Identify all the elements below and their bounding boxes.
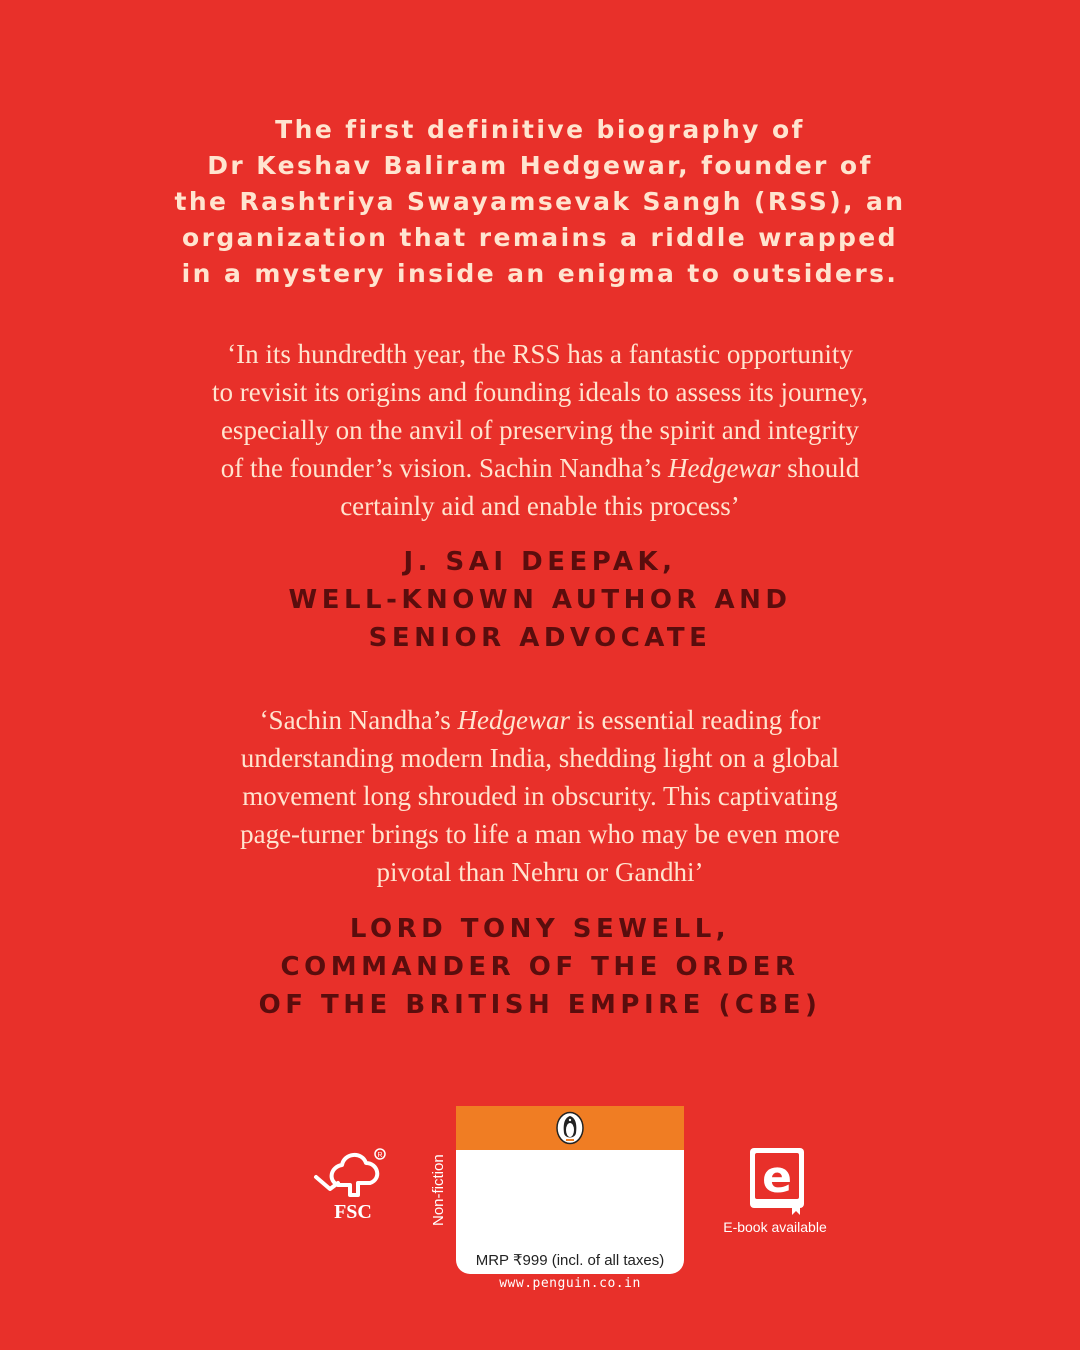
blurb [0, 112, 1080, 292]
attribution-line: LORD TONY SEWELL, [349, 914, 731, 944]
quote-line: to revisit its origins and founding ideals to assess its journey, [212, 377, 868, 407]
endorsement-quote-2 [0, 701, 1080, 891]
quote-line: page-turner brings to life a man who may be even more [240, 819, 840, 849]
penguin-logo-icon [555, 1111, 585, 1145]
ebook-label: E-book available [723, 1219, 827, 1235]
price-band [456, 1106, 684, 1150]
quote-text: should [780, 453, 860, 483]
fsc-tree-icon [308, 1145, 388, 1205]
book-title: Hedgewar [667, 453, 781, 483]
attribution-line: COMMANDER OF THE ORDER [280, 952, 800, 982]
blurb-line: The first definitive biography of [275, 115, 805, 144]
attribution-line: J. SAI DEEPAK, [403, 547, 677, 577]
quote-text: is essential reading for [570, 705, 821, 735]
attribution-line: OF THE BRITISH EMPIRE (CBE) [258, 990, 822, 1020]
svg-text:e: e [762, 1152, 792, 1203]
quote-text: ‘Sachin Nandha’s [259, 705, 458, 735]
blurb-line: organization that remains a riddle wrapped [182, 223, 898, 252]
quote-line: movement long shrouded in obscurity. This captivating [242, 781, 838, 811]
fsc-logo [308, 1145, 388, 1225]
quote-line [0, 449, 1080, 487]
genre-label: Non-fiction [430, 1154, 447, 1226]
quote-line: pivotal than Nehru or Gandhi’ [376, 857, 704, 887]
quote-line [0, 701, 1080, 739]
price-box [456, 1106, 684, 1274]
quote-text: of the founder’s vision. Sachin Nandha’s [220, 453, 668, 483]
mrp-label: MRP ₹999 (incl. of all taxes) [475, 1252, 665, 1269]
attribution-line: SENIOR ADVOCATE [368, 623, 712, 653]
attribution-2 [0, 910, 1080, 1024]
quote-line: understanding modern India, shedding light on a global [240, 743, 840, 773]
blurb-line: Dr Keshav Baliram Hedgewar, founder of [207, 151, 873, 180]
endorsement-quote-1 [0, 335, 1080, 525]
quote-line: ‘In its hundredth year, the RSS has a fantastic opportunity [227, 339, 853, 369]
blurb-line: the Rashtriya Swayamsevak Sangh (RSS), an [174, 187, 906, 216]
website-link[interactable]: www.penguin.co.in [499, 1276, 641, 1291]
quote-line: especially on the anvil of preserving the spirit and integrity [220, 415, 860, 445]
ebook-icon [748, 1146, 806, 1216]
quote-line: certainly aid and enable this process’ [340, 491, 740, 521]
attribution-1 [0, 543, 1080, 657]
svg-text:R: R [377, 1152, 383, 1159]
fsc-label: FSC [334, 1201, 372, 1223]
blurb-line: in a mystery inside an enigma to outsiders. [181, 259, 899, 288]
book-title: Hedgewar [457, 705, 570, 735]
attribution-line: WELL-KNOWN AUTHOR AND [288, 585, 792, 615]
